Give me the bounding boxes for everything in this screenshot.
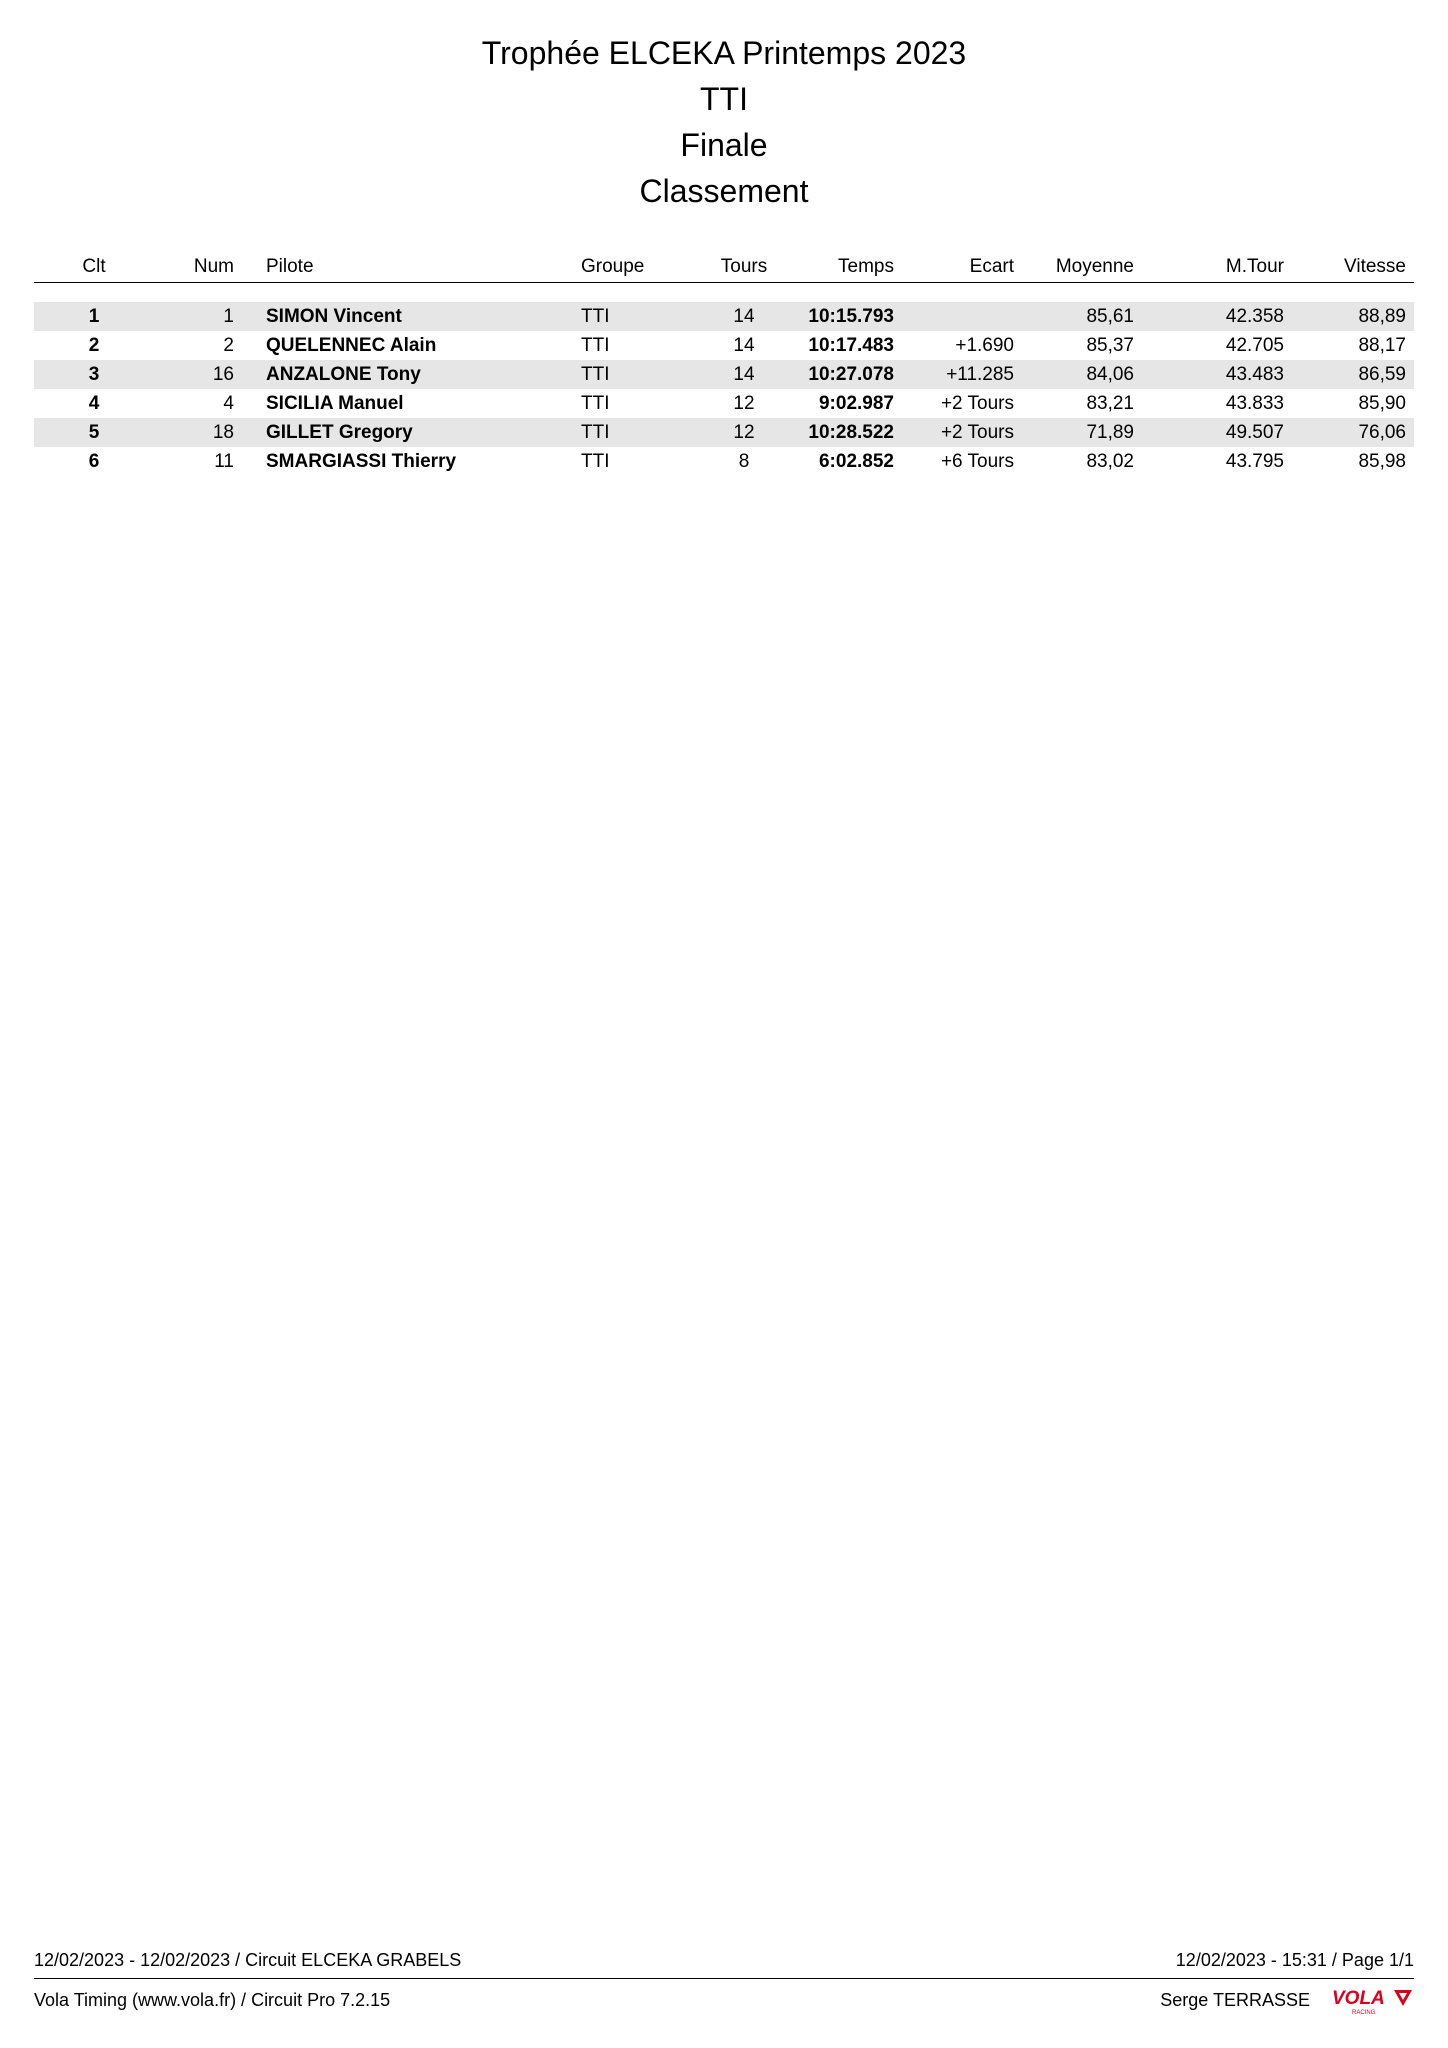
cell-pilote: SICILIA Manuel — [266, 393, 404, 414]
cell-temps: 9:02.987 — [818, 393, 894, 414]
header-tours: Tours — [720, 256, 768, 277]
cell-pilote: ANZALONE Tony — [266, 364, 421, 385]
report-titles — [0, 30, 1448, 214]
header-groupe: Groupe — [581, 256, 645, 277]
header-clt: Clt — [82, 256, 106, 277]
table-row — [34, 331, 1414, 360]
vola-logo — [1332, 1986, 1414, 2016]
footer-dates-circuit: 12/02/2023 - 12/02/2023 / Circuit ELCEKA GRABELS — [34, 1950, 462, 1970]
session-title: Finale — [680, 127, 768, 163]
cell-tours: 14 — [733, 364, 755, 385]
cell-vitesse: 85,90 — [1358, 393, 1406, 414]
cell-ecart: +1.690 — [955, 335, 1014, 356]
cell-pilote: GILLET Gregory — [266, 422, 413, 443]
vola-logo-subtext: RACING — [1352, 2010, 1376, 2016]
table-row — [34, 447, 1414, 476]
footer-print-info: 12/02/2023 - 15:31 / Page 1/1 — [1175, 1950, 1414, 1970]
cell-ecart: +2 Tours — [940, 422, 1014, 443]
cell-groupe: TTI — [581, 393, 610, 414]
cell-clt: 3 — [88, 364, 100, 385]
cell-tours: 8 — [738, 451, 750, 472]
cell-temps: 6:02.852 — [818, 451, 894, 472]
cell-num: 1 — [223, 306, 234, 327]
report-type-title: Classement — [639, 173, 809, 209]
cell-mtour: 42.705 — [1225, 335, 1284, 356]
cell-moyenne: 71,89 — [1086, 422, 1134, 443]
cell-moyenne: 85,61 — [1086, 306, 1134, 327]
cell-pilote: QUELENNEC Alain — [266, 335, 437, 356]
cell-num: 2 — [223, 335, 234, 356]
header-mtour: M.Tour — [1225, 256, 1284, 277]
table-row — [34, 389, 1414, 418]
cell-clt: 4 — [88, 393, 100, 414]
cell-tours: 14 — [733, 306, 755, 327]
cell-moyenne: 84,06 — [1086, 364, 1134, 385]
cell-num: 4 — [223, 393, 234, 414]
cell-mtour: 42.358 — [1225, 306, 1284, 327]
cell-mtour: 43.795 — [1225, 451, 1284, 472]
cell-tours: 14 — [733, 335, 755, 356]
cell-mtour: 43.483 — [1225, 364, 1284, 385]
cell-ecart: +2 Tours — [940, 393, 1014, 414]
header-moyenne: Moyenne — [1055, 256, 1134, 277]
table-row — [34, 302, 1414, 331]
cell-ecart: +6 Tours — [940, 451, 1014, 472]
cell-vitesse: 86,59 — [1358, 364, 1406, 385]
header-spacer — [34, 283, 1414, 302]
cell-vitesse: 88,89 — [1358, 306, 1406, 327]
cell-groupe: TTI — [581, 422, 610, 443]
header-pilote: Pilote — [266, 256, 314, 277]
cell-vitesse: 85,98 — [1358, 451, 1406, 472]
cell-temps: 10:28.522 — [808, 422, 894, 443]
cell-clt: 6 — [88, 451, 100, 472]
cell-pilote: SMARGIASSI Thierry — [266, 451, 457, 472]
cell-temps: 10:15.793 — [808, 306, 894, 327]
cell-pilote: SIMON Vincent — [266, 306, 402, 327]
cell-clt: 5 — [88, 422, 100, 443]
cell-vitesse: 76,06 — [1358, 422, 1406, 443]
footer-top — [34, 1950, 1414, 1979]
results-table — [34, 252, 1414, 476]
cell-tours: 12 — [733, 422, 755, 443]
table-header — [34, 252, 1414, 283]
cell-vitesse: 88,17 — [1358, 335, 1406, 356]
table-row — [34, 418, 1414, 447]
cell-num: 16 — [212, 364, 234, 385]
cell-groupe: TTI — [581, 451, 610, 472]
header-num: Num — [193, 256, 234, 277]
header-vitesse: Vitesse — [1344, 256, 1406, 277]
event-title: Trophée ELCEKA Printemps 2023 — [481, 35, 967, 71]
cell-temps: 10:17.483 — [808, 335, 894, 356]
cell-clt: 1 — [88, 306, 100, 327]
footer-operator: Serge TERRASSE — [1160, 1990, 1310, 2010]
footer-software: Vola Timing (www.vola.fr) / Circuit Pro 7.2.15 — [34, 1990, 391, 2010]
category-title: TTI — [700, 81, 748, 117]
vola-logo-text: VOLA — [1332, 1988, 1385, 2009]
cell-temps: 10:27.078 — [808, 364, 894, 385]
cell-clt: 2 — [88, 335, 100, 356]
cell-mtour: 49.507 — [1225, 422, 1284, 443]
cell-moyenne: 83,21 — [1086, 393, 1134, 414]
cell-groupe: TTI — [581, 306, 610, 327]
cell-num: 11 — [214, 451, 234, 472]
cell-mtour: 43.833 — [1225, 393, 1284, 414]
header-temps: Temps — [838, 256, 894, 277]
cell-moyenne: 83,02 — [1086, 451, 1134, 472]
footer-bottom — [34, 1990, 1414, 2016]
cell-groupe: TTI — [581, 364, 610, 385]
cell-ecart: +11.285 — [946, 364, 1014, 385]
cell-groupe: TTI — [581, 335, 610, 356]
header-ecart: Ecart — [969, 256, 1014, 277]
table-row — [34, 360, 1414, 389]
cell-moyenne: 85,37 — [1086, 335, 1134, 356]
cell-tours: 12 — [733, 393, 755, 414]
cell-num: 18 — [212, 422, 234, 443]
